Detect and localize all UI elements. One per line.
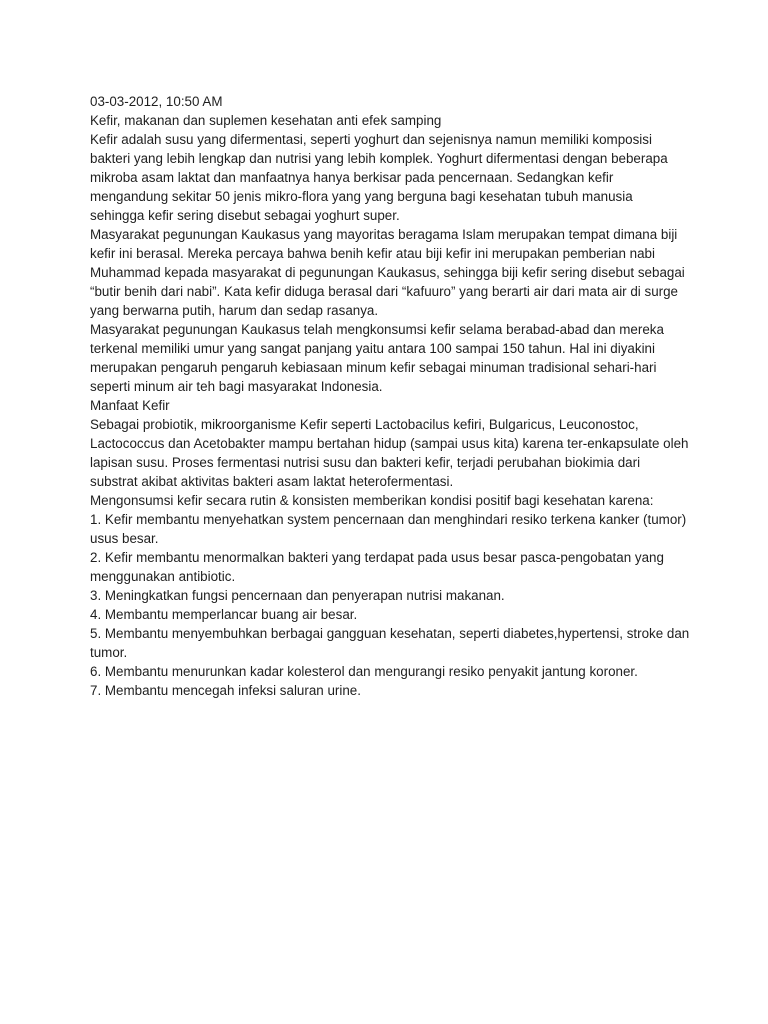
list-item: 5. Membantu menyembuhkan berbagai gangguan kesehatan, seperti diabetes,hypertensi, stroke dan tumor.	[90, 626, 690, 660]
paragraph-list-intro: Mengonsumsi kefir secara rutin & konsisten memberikan kondisi positif bagi kesehatan karena:	[90, 493, 654, 508]
paragraph-longevity: Masyarakat pegunungan Kaukasus telah mengkonsumsi kefir selama berabad-abad dan mereka terkenal memiliki umur yang sangat panjang yaitu antara 100 sampai 150 tahun. Hal ini diyakini merupakan pengaruh pengaruh kebiasaan minum kefir sebagai minuman tradisional sehari-hari seperti minum air teh bagi masyarakat Indonesia.	[90, 322, 664, 394]
list-item: 1. Kefir membantu menyehatkan system pencernaan dan menghindari resiko terkena kanker (tumor) usus besar.	[90, 512, 687, 546]
list-item: 6. Membantu menurunkan kadar kolesterol dan mengurangi resiko penyakit jantung koroner.	[90, 664, 638, 679]
post-title: Kefir, makanan dan suplemen kesehatan anti efek samping	[90, 113, 442, 128]
paragraph-probiotic: Sebagai probiotik, mikroorganisme Kefir seperti Lactobacilus kefiri, Bulgaricus, Leuconostoc, Lactococcus dan Acetobakter mampu bertahan hidup (sampai usus kita) karena ter-enkapsulate oleh lapisan susu. Proses fermentasi nutrisi susu dan bakteri kefir, terjadi perubahan biokimia dari substrat akibat aktivitas bakteri asam laktat heterofermentasi.	[90, 417, 689, 489]
list-item: 2. Kefir membantu menormalkan bakteri yang terdapat pada usus besar pasca-pengobatan yang menggunakan antibiotic.	[90, 550, 664, 584]
paragraph-intro: Kefir adalah susu yang difermentasi, seperti yoghurt dan sejenisnya namun memiliki komposisi bakteri yang lebih lengkap dan nutrisi yang lebih komplek. Yoghurt difermentasi dengan beberapa mikroba asam laktat dan manfaatnya hanya berkisar pada pencernaan. Sedangkan kefir mengandung sekitar 50 jenis mikro-flora yang yang berguna bagi kesehatan tubuh manusia sehingga kefir sering disebut sebagai yoghurt super.	[90, 132, 668, 223]
post-timestamp: 03-03-2012, 10:50 AM	[90, 94, 223, 109]
list-item: 4. Membantu memperlancar buang air besar.	[90, 607, 358, 622]
list-item: 3. Meningkatkan fungsi pencernaan dan penyerapan nutrisi makanan.	[90, 588, 505, 603]
list-item: 7. Membantu mencegah infeksi saluran urine.	[90, 683, 361, 698]
section-heading: Manfaat Kefir	[90, 398, 170, 413]
document-page	[90, 92, 690, 700]
paragraph-origin: Masyarakat pegunungan Kaukasus yang mayoritas beragama Islam merupakan tempat dimana biji kefir ini berasal. Mereka percaya bahwa benih kefir atau biji kefir ini merupakan pemberian nabi Muhammad kepada masyarakat di pegunungan Kaukasus, sehingga biji kefir sering disebut sebagai “butir benih dari nabi”. Kata kefir diduga berasal dari “kafuuro” yang berarti air dari mata air di surge yang berwarna putih, harum dan sedap rasanya.	[90, 227, 685, 318]
